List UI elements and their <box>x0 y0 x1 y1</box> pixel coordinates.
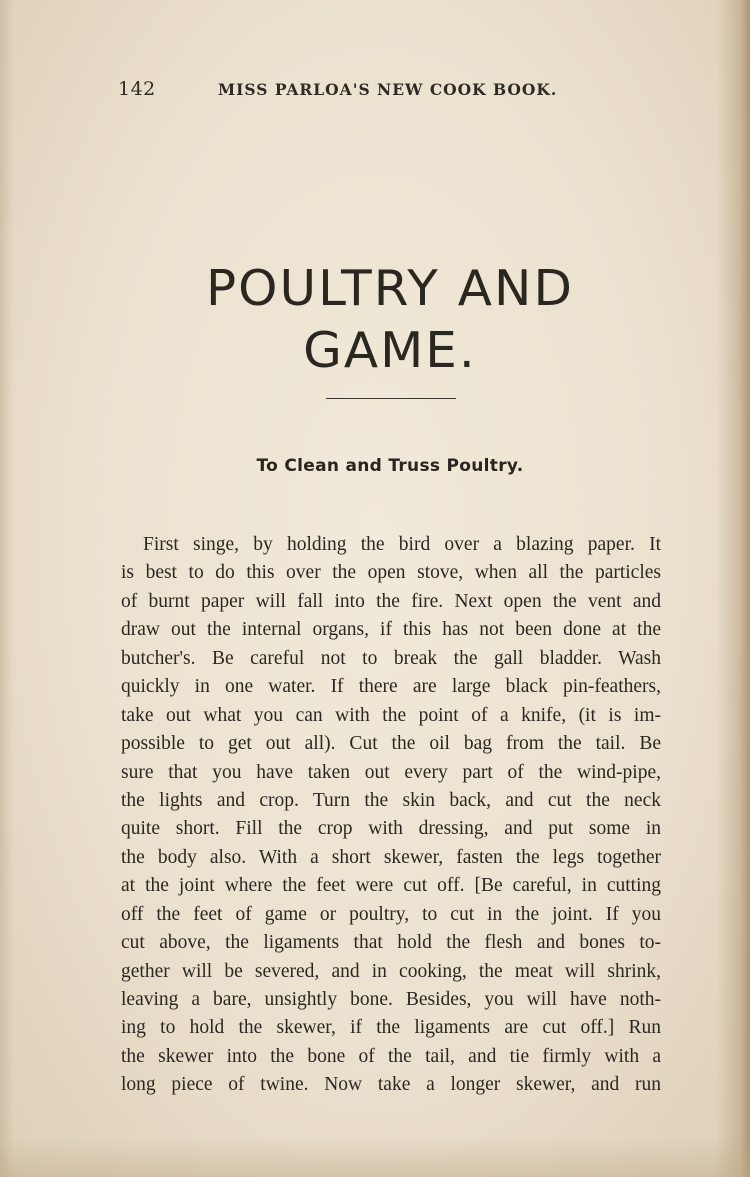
page-edge-shadow-bottom <box>0 1137 750 1177</box>
text-line: First singe, by holding the bird over a blazing paper. It <box>143 534 661 555</box>
text-line: quite short. Fill the crop with dressing, and put some in <box>121 818 661 840</box>
chapter-title-line-2: GAME. <box>303 322 477 379</box>
text-line: the skewer into the bone of the tail, and tie firmly with a <box>121 1045 661 1067</box>
text-line: the lights and crop. Turn the skin back, and cut the neck <box>121 789 661 811</box>
text-line: butcher's. Be careful not to break the gall bladder. Wash <box>121 647 661 669</box>
body-paragraph <box>121 531 661 1100</box>
section-heading: To Clean and Truss Poultry. <box>256 456 524 476</box>
text-line: ing to hold the skewer, if the ligaments are cut off.] Run <box>121 1017 661 1039</box>
running-head <box>118 78 568 104</box>
text-line: is best to do this over the open stove, when all the particles <box>121 562 661 584</box>
title-divider-rule <box>326 398 456 399</box>
chapter-title-line-1: POULTRY AND <box>205 260 574 317</box>
text-line: quickly in one water. If there are large black pin-feathers, <box>121 676 661 698</box>
text-line: leaving a bare, unsightly bone. Besides, you will have noth- <box>121 989 661 1010</box>
text-line: at the joint where the feet were cut off. [Be careful, in cutting <box>121 875 661 897</box>
page-edge-shadow-right <box>716 0 750 1177</box>
text-line: the body also. With a short skewer, fasten the legs together <box>121 846 661 868</box>
page-number: 142 <box>118 78 156 100</box>
chapter-title <box>100 258 680 382</box>
text-line: gether will be severed, and in cooking, the meat will shrink, <box>121 960 661 982</box>
text-line: possible to get out all). Cut the oil bag from the tail. Be <box>121 733 661 755</box>
text-line: take out what you can with the point of a knife, (it is im- <box>121 704 661 726</box>
text-line: of burnt paper will fall into the fire. Next open the vent and <box>121 590 661 612</box>
text-line: sure that you have taken out every part of the wind-pipe, <box>121 761 661 783</box>
text-line: cut above, the ligaments that hold the flesh and bones to- <box>121 932 661 954</box>
book-title: MISS PARLOA'S NEW COOK BOOK. <box>218 80 558 99</box>
page-edge-shadow-left <box>0 0 14 1177</box>
text-line: draw out the internal organs, if this has not been done at the <box>121 619 661 641</box>
text-line: off the feet of game or poultry, to cut in the joint. If you <box>121 903 661 925</box>
text-line: long piece of twine. Now take a longer skewer, and run <box>121 1074 661 1096</box>
